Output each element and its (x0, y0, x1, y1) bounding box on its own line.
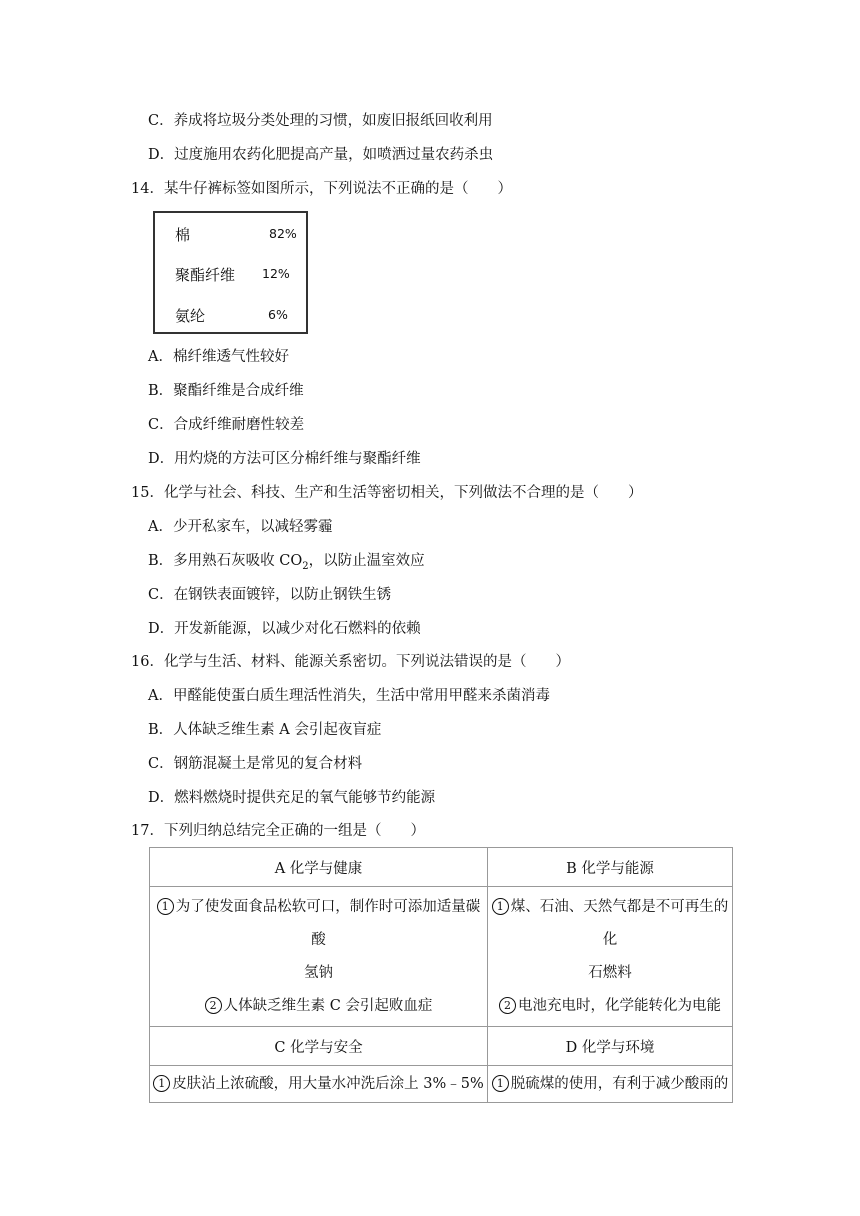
q15-option-b-text: B．多用熟石灰吸收 CO (148, 553, 303, 569)
q14-option-a: A．棉纤维透气性较好 (148, 349, 289, 365)
cell-line: 石燃料 (588, 964, 632, 981)
q14-option-c: C．合成纤维耐磨性较差 (148, 417, 305, 433)
cell-line (152, 1068, 485, 1101)
table-row (150, 887, 733, 1027)
cell-d-content (488, 1066, 733, 1103)
cell-line (490, 990, 730, 1023)
circled-number: 1 (492, 1075, 509, 1092)
header-a: A 化学与健康 (150, 848, 488, 887)
cell-line (152, 990, 485, 1023)
q16-option-d: D．燃料燃烧时提供充足的氧气能够节约能源 (148, 790, 436, 806)
label-fiber-percent: 82% (269, 226, 297, 241)
q16-stem: 16．化学与生活、材料、能源关系密切。下列说法错误的是（ ） (131, 654, 570, 670)
cell-line: 化 (602, 931, 618, 948)
cell-line: 酸 (311, 931, 326, 948)
cell-text: 煤、石油、天然气都是不可再生的 (510, 898, 729, 915)
circled-number: 2 (205, 997, 222, 1014)
cell-line (490, 1068, 730, 1101)
label-fiber-name: 氨纶 (175, 307, 206, 325)
cell-line (152, 891, 485, 924)
q15-option-a: A．少开私家车，以减轻雾霾 (148, 519, 333, 535)
q15-option-d: D．开发新能源，以减少对化石燃料的依赖 (148, 621, 421, 637)
cell-text: 电池充电时，化学能转化为电能 (518, 997, 721, 1014)
circled-number: 1 (153, 1075, 170, 1092)
subscript: 2 (302, 560, 309, 572)
q13-option-d: D．过度施用农药化肥提高产量，如喷洒过量农药杀虫 (148, 147, 494, 163)
cell-text: 皮肤沾上浓硫酸，用大量水冲洗后涂上 3%﹣5% (172, 1075, 484, 1092)
cell-line: 氢钠 (304, 964, 333, 981)
label-fiber-name: 聚酯纤维 (175, 266, 236, 284)
q14-option-b: B．聚酯纤维是合成纤维 (148, 383, 304, 399)
q17-stem: 17．下列归纳总结完全正确的一组是（ ） (131, 823, 425, 839)
cell-text: 人体缺乏维生素 C 会引起败血症 (223, 997, 433, 1014)
table-row (150, 848, 733, 887)
cell-text: 为了使发面食品松软可口，制作时可添加适量碳 (175, 898, 481, 915)
header-b: B 化学与能源 (488, 848, 733, 887)
cell-text: 脱硫煤的使用，有利于减少酸雨的 (510, 1075, 729, 1092)
q15-option-b (148, 551, 425, 577)
table-row (150, 1027, 733, 1066)
q16-option-b: B．人体缺乏维生素 A 会引起夜盲症 (148, 722, 382, 738)
cell-b-content (488, 887, 733, 1027)
header-d: D 化学与环境 (488, 1027, 733, 1066)
circled-number: 1 (492, 898, 509, 915)
q17-summary-table (149, 847, 733, 1103)
table-row (150, 1066, 733, 1103)
q16-option-c: C．钢筋混凝土是常见的复合材料 (148, 756, 363, 772)
cell-a-content (150, 887, 488, 1027)
circled-number: 1 (157, 898, 174, 915)
q15-option-b-text-tail: ，以防止温室效应 (308, 553, 425, 569)
q16-option-a: A．甲醛能使蛋白质生理活性消失，生活中常用甲醛来杀菌消毒 (148, 688, 550, 704)
q15-option-c: C．在钢铁表面镀锌，以防止钢铁生锈 (148, 587, 392, 603)
label-fiber-name: 棉 (175, 226, 191, 244)
q14-option-d: D．用灼烧的方法可区分棉纤维与聚酯纤维 (148, 451, 421, 467)
jeans-label-figure (153, 211, 308, 334)
header-c: C 化学与安全 (150, 1027, 488, 1066)
q13-option-c: C．养成将垃圾分类处理的习惯，如废旧报纸回收利用 (148, 113, 493, 129)
label-fiber-percent: 6% (268, 307, 288, 322)
q15-stem: 15．化学与社会、科技、生产和生活等密切相关，下列做法不合理的是（ ） (131, 485, 643, 501)
circled-number: 2 (499, 997, 516, 1014)
cell-line (490, 891, 730, 924)
label-fiber-percent: 12% (262, 266, 290, 281)
cell-c-content (150, 1066, 488, 1103)
q14-stem: 14．某牛仔裤标签如图所示，下列说法不正确的是（ ） (131, 181, 512, 197)
